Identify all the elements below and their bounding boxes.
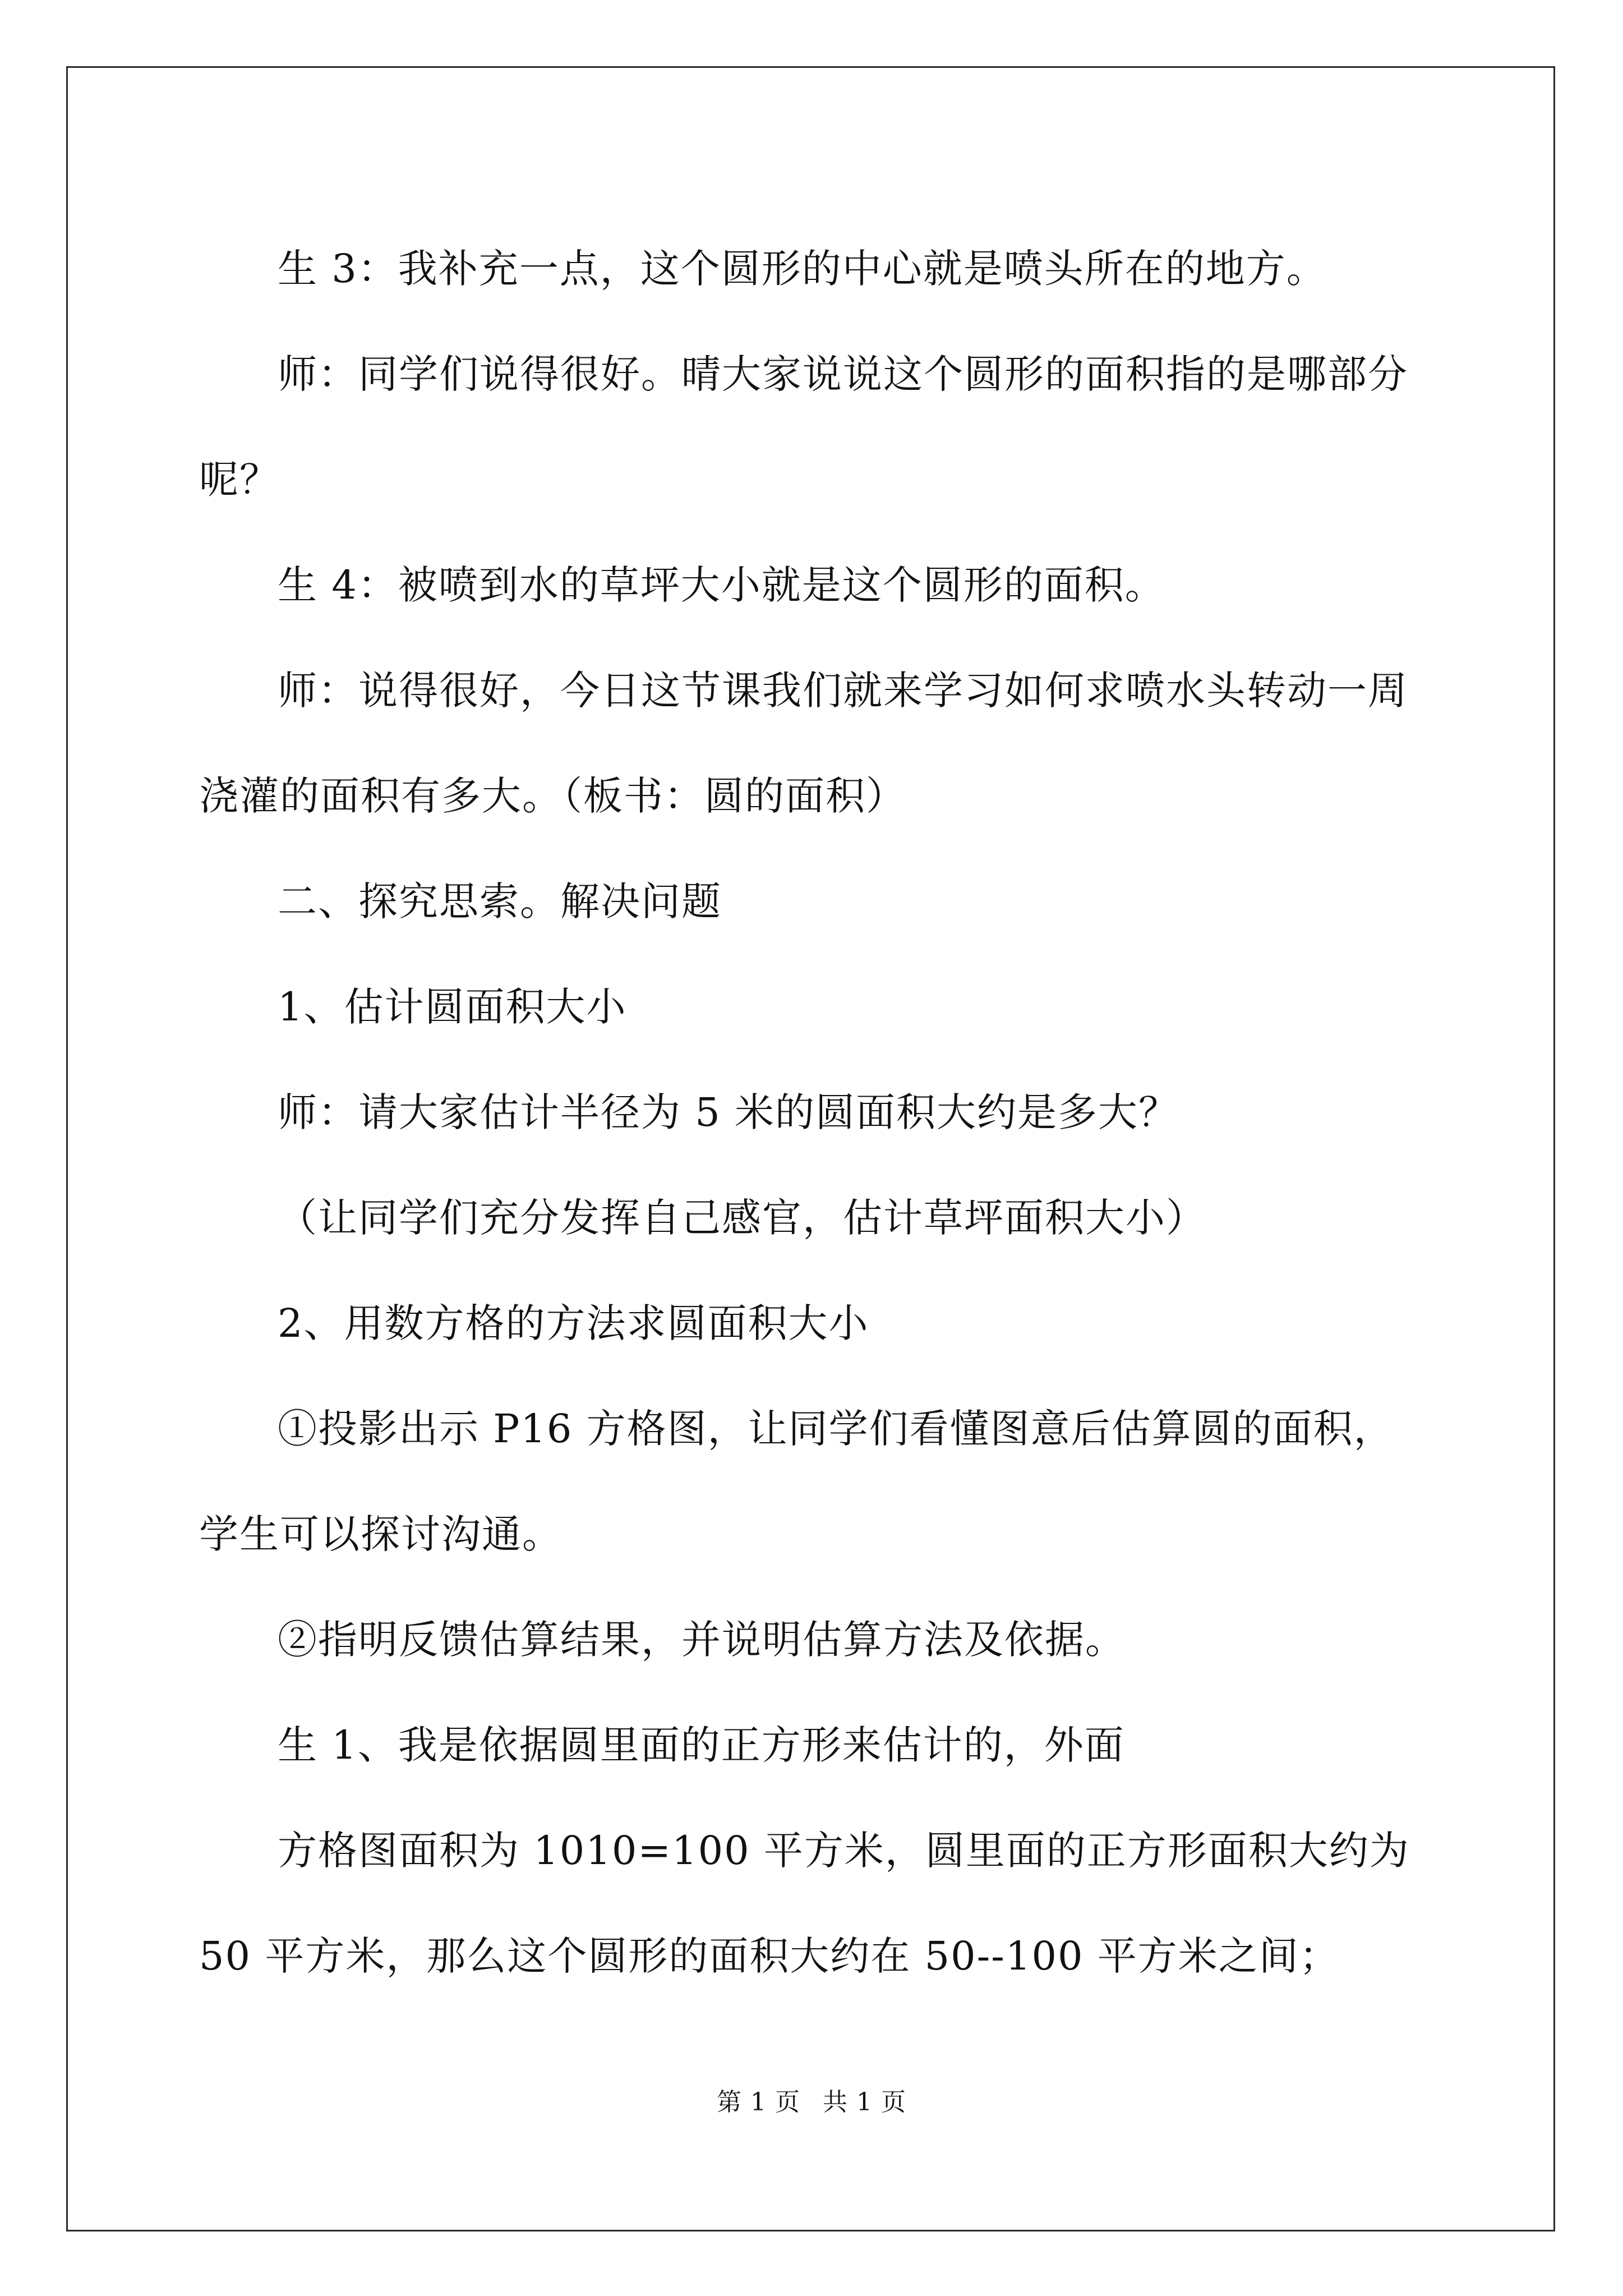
page-footer — [0, 2086, 1623, 2119]
page-total: 共 1 页 — [823, 2088, 906, 2116]
paragraph: 生 3：我补充一点，这个圆形的中心就是喷头所在的地方。 — [278, 246, 1327, 292]
document-body — [199, 216, 1427, 2009]
paragraph: 师：请大家估计半径为 5 米的圆面积大约是多大？ — [278, 1089, 1179, 1135]
paragraph: ①投影出示 P16 方格图，让同学们看懂图意后估算圆的面积，学生可以探讨沟通。 — [199, 1406, 1394, 1557]
paragraph: 师：同学们说得很好。晴大家说说这个圆形的面积指的是哪部分呢？ — [199, 351, 1408, 503]
subsection-heading: 2、用数方格的方法求圆面积大小 — [278, 1300, 869, 1346]
paragraph: ②指明反馈估算结果，并说明估算方法及依据。 — [278, 1617, 1126, 1663]
page-number: 第 1 页 — [717, 2088, 800, 2116]
paragraph: 师：说得很好，今日这节课我们就来学习如何求喷水头转动一周浇灌的面积有多大。（板书：圆的面积） — [199, 668, 1408, 819]
paragraph: 生 4：被喷到水的草坪大小就是这个圆形的面积。 — [278, 562, 1165, 608]
paragraph: 方格图面积为 1010=100 平方米，圆里面的正方形面积大约为 50 平方米，那么这个圆形的面积大约在 50--100 平方米之间； — [199, 1828, 1410, 1979]
paragraph: （让同学们充分发挥自己感官，估计草坪面积大小） — [278, 1195, 1206, 1241]
subsection-heading: 1、估计圆面积大小 — [278, 984, 627, 1030]
paragraph: 生 1、我是依据圆里面的正方形来估计的，外面 — [278, 1722, 1125, 1768]
section-heading: 二、探究思索。解决问题 — [278, 878, 722, 924]
